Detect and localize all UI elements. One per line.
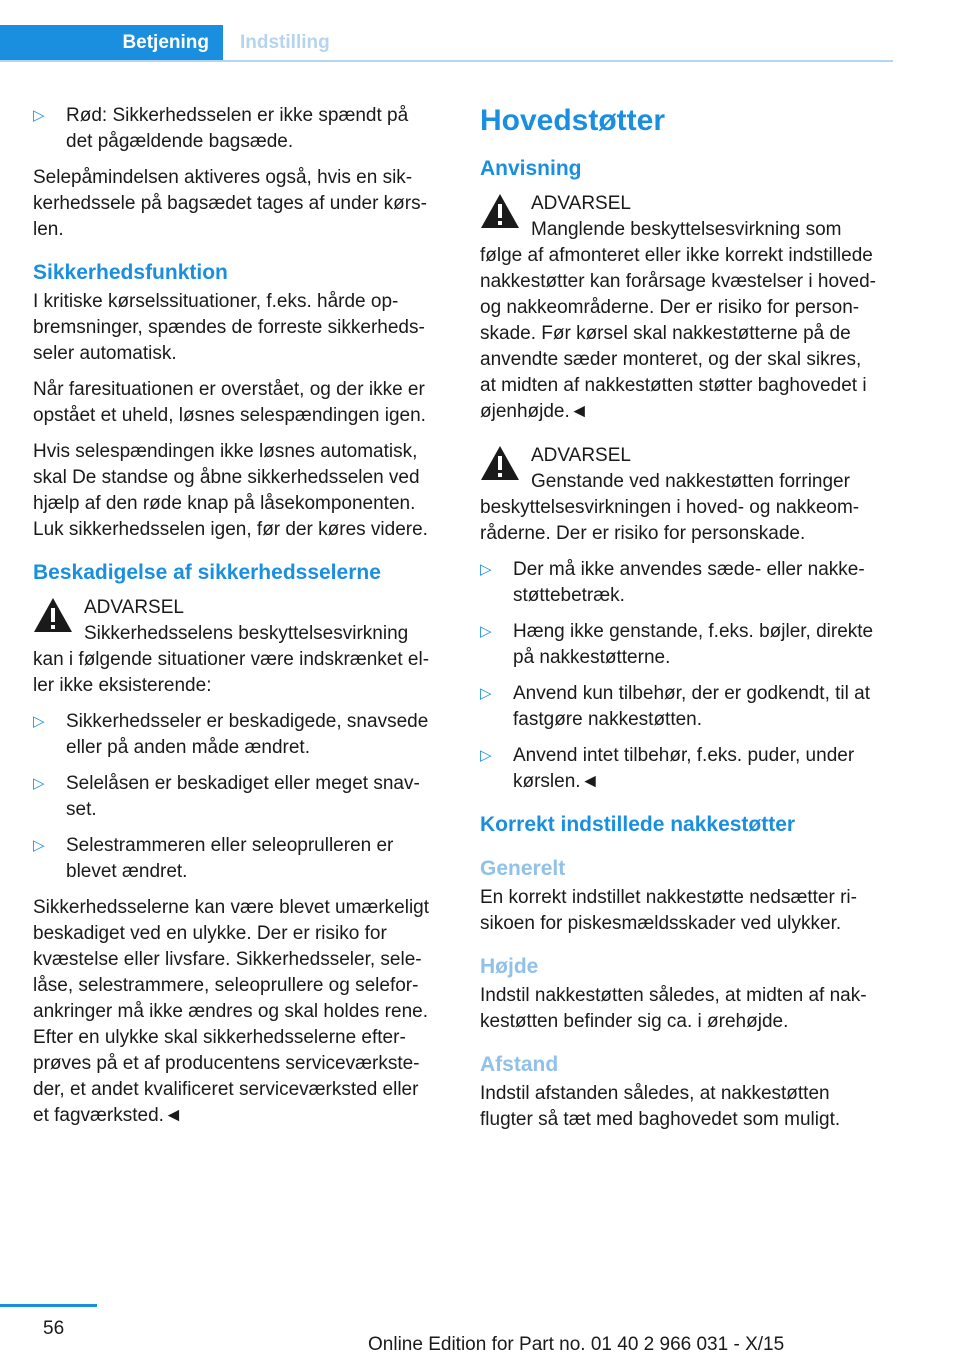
warning-title: ADVARSEL: [531, 445, 631, 466]
subheading-general: Generelt: [480, 857, 566, 880]
list-item: ▷ Der må ikke anvendes sæde- eller nakke- støttebetræk.: [480, 559, 865, 606]
heading-safety-function: Sikkerhedsfunktion: [33, 261, 228, 284]
tab-betjening[interactable]: Betjening: [0, 25, 223, 61]
paragraph: Indstil afstanden således, at nakkestøtten flugter så tæt med baghovedet som muligt.: [480, 1083, 841, 1130]
list-item: [33, 103, 448, 155]
right-column: [480, 103, 894, 1143]
tab-indstilling[interactable]: Indstilling: [240, 32, 330, 53]
list-item: ▷ Selestrammeren eller seleoprulleren er blevet ændret.: [33, 835, 394, 882]
list-item: ▷ Anvend intet tilbehør, f.eks. puder, under kørslen.◄: [480, 745, 855, 792]
warning-text: Genstande ved nakkestøtten forringer: [531, 471, 850, 492]
list-item-text: Rød: Sikkerhedsselen er ikke spændt på: [66, 105, 409, 126]
warning-title: ADVARSEL: [84, 597, 184, 618]
list-item-text: det pågældende bagsæde.: [66, 131, 294, 152]
bullet-icon: ▷: [33, 107, 45, 124]
paragraph: Sikkerhedsselerne kan være blevet umærkeligt beskadiget ved en ulykke. Der er risiko for kvæstelse eller livsfare. Sikkerhedsseler, sele- låse, selestrammere, seleoprullere og selefor- ankringer må ikke ændres og skal holdes rene. Efter en ulykke skal sikkerhedsselerne efter- prøves på et af producentens serviceværkste- der, et andet kvalificeret serviceværksted eller et fagværksted.◄: [33, 897, 430, 1126]
paragraph: I kritiske kørselssituationer, f.eks. hårde op- bremsninger, spændes de forreste sikkerheds- seler automatisk.: [33, 291, 425, 364]
page-number: 56: [43, 1318, 65, 1339]
list-item: ▷ Hæng ikke genstande, f.eks. bøjler, direkte på nakkestøtterne.: [480, 621, 874, 668]
left-column: [33, 103, 448, 1139]
paragraph: Når faresituationen er overstået, og der ikke er opstået et uheld, løsnes selespændingen igen.: [33, 379, 426, 426]
list-item: ▷ Anvend kun tilbehør, der er godkendt, til at fastgøre nakkestøtten.: [480, 683, 870, 730]
paragraph: En korrekt indstillet nakkestøtte nedsætter ri- sikoen for piskesmældsskader ved ulykker.: [480, 887, 857, 934]
bullet-icon: ▷: [33, 775, 45, 792]
page-title: Hovedstøtter: [480, 104, 666, 137]
tab-underline: [0, 60, 893, 62]
list-item: ▷ Sikkerhedsseler er beskadigede, snavsede eller på anden måde ændret.: [33, 711, 429, 758]
subheading-distance: Afstand: [480, 1053, 559, 1076]
list-item: ▷ Selelåsen er beskadiget eller meget snav- set.: [33, 773, 420, 820]
bullet-icon: ▷: [480, 747, 492, 764]
warning-text: kan i følgende situationer være indskrænket el-: [33, 649, 430, 670]
warning-triangle-icon: [33, 597, 73, 633]
warning-title: ADVARSEL: [531, 193, 631, 214]
bullet-icon: ▷: [480, 623, 492, 640]
bullet-icon: ▷: [33, 837, 45, 854]
warning-triangle-icon: [480, 193, 520, 229]
edition-footer: Online Edition for Part no. 01 40 2 966 031 - X/15: [368, 1334, 785, 1355]
paragraph: Hvis selespændingen ikke løsnes automatisk, skal De standse og åbne sikkerhedsselen ved hjælp af den røde knap på låsekomponenten. Luk sikkerhedsselen igen, før der køres videre.: [33, 441, 428, 540]
warning-triangle-icon: [480, 445, 520, 481]
warning-box: ADVARSEL Genstande ved nakkestøtten forringer beskyttelsesvirkningen i hoved- og nakkeom- råderne. Der er risiko for personskade.: [480, 443, 894, 547]
tab-bar: [0, 25, 893, 61]
warning-box: [33, 595, 448, 699]
paragraph: Indstil nakkestøtten således, at midten af nak- kestøtten befinder sig ca. i ørehøjde.: [480, 985, 867, 1032]
bullet-icon: ▷: [480, 561, 492, 578]
heading-note: Anvisning: [480, 157, 582, 180]
warning-text: ler ikke eksisterende:: [33, 675, 212, 696]
bullet-icon: ▷: [480, 685, 492, 702]
warning-box: ADVARSEL Manglende beskyttelsesvirkning som følge af afmonteret eller ikke korrekt indstillede nakkestøtter kan forårsage kvæstelser i hoved- og nakkeområderne. Der er risiko for person- skade. Før kørsel skal nakkestøtterne på de anvendte sæder monteret, og der skal sikres, at midten af nakkestøtten støtter baghovedet i øjenhøjde.◄: [480, 191, 894, 425]
warning-text: Manglende beskyttelsesvirkning som: [531, 219, 842, 240]
subheading-height: Højde: [480, 955, 539, 978]
bullet-icon: ▷: [33, 713, 45, 730]
footer-rule: [0, 1304, 97, 1307]
heading-damage: Beskadigelse af sikkerhedsselerne: [33, 561, 381, 584]
heading-correct-headrests: Korrekt indstillede nakkestøtter: [480, 813, 796, 836]
warning-text: Sikkerhedsselens beskyttelsesvirkning: [84, 623, 409, 644]
paragraph: Selepåmindelsen aktiveres også, hvis en sik- kerhedssele på bagsædet tages af under kørs- len.: [33, 167, 427, 240]
